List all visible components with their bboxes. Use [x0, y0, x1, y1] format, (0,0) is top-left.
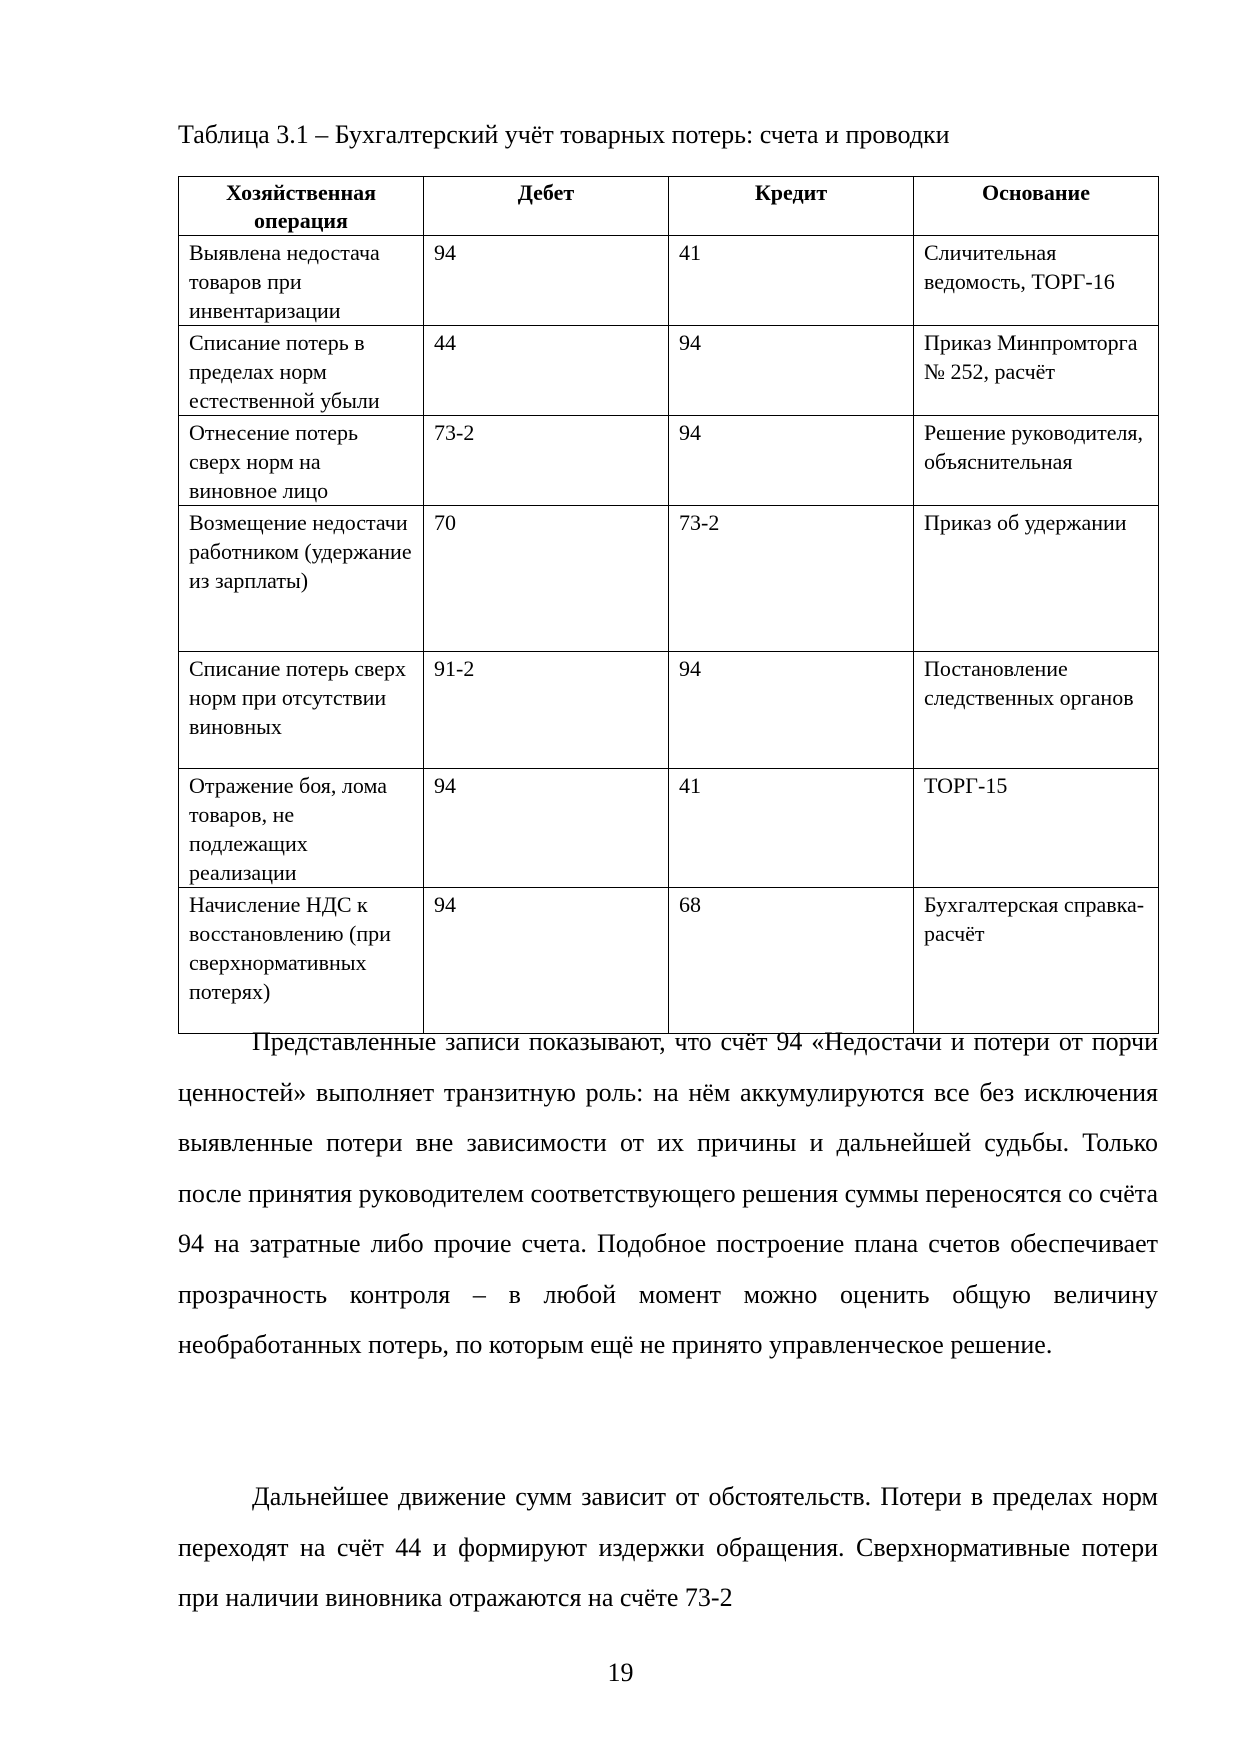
cell-debit: 94 [424, 888, 669, 1034]
paragraph-1 [178, 1017, 1158, 1371]
cell-basis: Приказ об удержании [914, 506, 1159, 652]
table-row [179, 888, 1159, 1034]
cell-credit: 41 [669, 236, 914, 326]
cell-debit: 70 [424, 506, 669, 652]
header-credit: Кредит [669, 177, 914, 236]
cell-credit: 41 [669, 769, 914, 888]
page-number: 19 [607, 1658, 634, 1687]
cell-credit: 68 [669, 888, 914, 1034]
cell-basis: Сличительная ведомость, ТОРГ-16 [914, 236, 1159, 326]
table-header-row [179, 177, 1159, 236]
cell-credit: 94 [669, 416, 914, 506]
cell-operation: Выявлена недостача товаров при инвентаризации [179, 236, 424, 326]
cell-credit: 94 [669, 326, 914, 416]
table-row [179, 506, 1159, 652]
cell-credit: 73-2 [669, 506, 914, 652]
cell-operation: Начисление НДС к восстановлению (при сверхнормативных потерях) [179, 888, 424, 1034]
header-operation: Хозяйственная операция [179, 177, 424, 236]
table-row [179, 236, 1159, 326]
cell-debit: 91-2 [424, 652, 669, 769]
table-row [179, 652, 1159, 769]
cell-operation: Отражение боя, лома товаров, не подлежащих реализации [179, 769, 424, 888]
header-debit: Дебет [424, 177, 669, 236]
table-caption: Таблица 3.1 – Бухгалтерский учёт товарных потерь: счета и проводки [178, 120, 950, 149]
paragraph-2-text: Дальнейшее движение сумм зависит от обстоятельств. Потери в пределах норм переходят на счёт 44 и формируют издержки обращения. Сверхнормативные потери при наличии виновника отражаются на счёте 73-2 [178, 1482, 1158, 1612]
cell-basis: Решение руководителя, объяснительная [914, 416, 1159, 506]
cell-basis: Постановление следственных органов [914, 652, 1159, 769]
cell-operation: Списание потерь сверх норм при отсутствии виновных [179, 652, 424, 769]
paragraph-1-text: Представленные записи показывают, что счёт 94 «Недостачи и потери от порчи ценностей» выполняет транзитную роль: на нём аккумулируются все без исключения выявленные потери вне зависимости от их причины и дальнейшей судьбы. Только после принятия руководителем соответствующего решения суммы переносятся со счёта 94 на затратные либо прочие счета. Подобное построение плана счетов обеспечивает прозрачность контроля – в любой момент можно оценить общую величину необработанных потерь, по которым ещё не принято управленческое решение. [178, 1027, 1158, 1359]
table-row [179, 769, 1159, 888]
cell-debit: 73-2 [424, 416, 669, 506]
cell-debit: 44 [424, 326, 669, 416]
cell-basis: ТОРГ-15 [914, 769, 1159, 888]
table-row [179, 326, 1159, 416]
cell-operation: Отнесение потерь сверх норм на виновное лицо [179, 416, 424, 506]
cell-operation: Возмещение недостачи работником (удержание из зарплаты) [179, 506, 424, 652]
table-row [179, 416, 1159, 506]
cell-debit: 94 [424, 769, 669, 888]
cell-basis: Приказ Минпромторга № 252, расчёт [914, 326, 1159, 416]
cell-basis: Бухгалтерская справка-расчёт [914, 888, 1159, 1034]
cell-credit: 94 [669, 652, 914, 769]
paragraph-2 [178, 1472, 1158, 1624]
header-basis: Основание [914, 177, 1159, 236]
accounting-table [178, 176, 1159, 1034]
cell-debit: 94 [424, 236, 669, 326]
cell-operation: Списание потерь в пределах норм естественной убыли [179, 326, 424, 416]
